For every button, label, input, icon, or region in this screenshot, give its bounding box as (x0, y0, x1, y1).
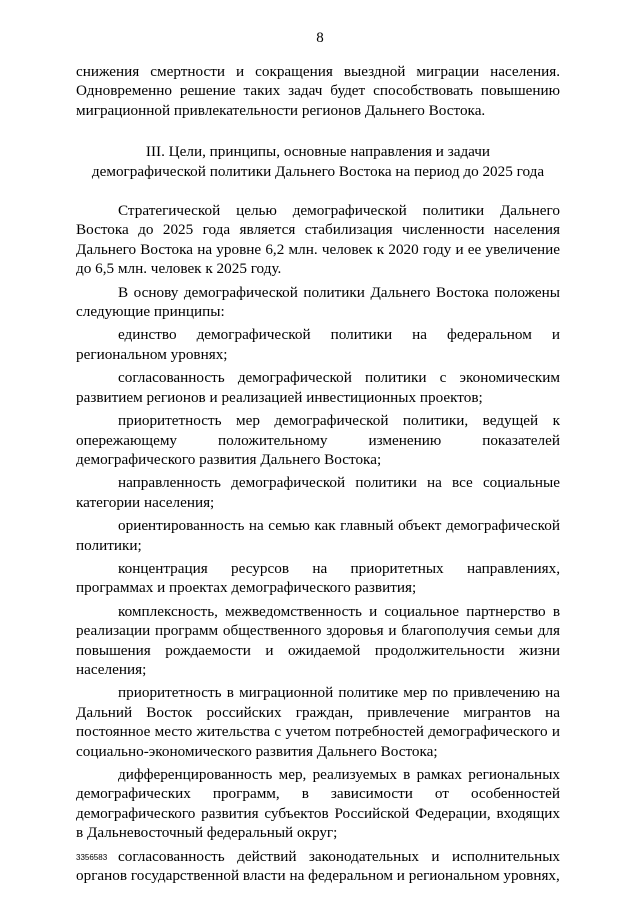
section-heading-line-1: III. Цели, принципы, основные направления и задачи (145, 143, 491, 161)
document-body (76, 62, 560, 885)
principle-item: комплексность, межведомственность и социальное партнерство в реализации программ общественного здоровья и благополучия семьи для повышения рождаемости и ожидаемой продолжительности жизни населения; (76, 602, 560, 678)
principle-item: ориентированность на семью как главный объект демографической политики; (76, 517, 560, 554)
principle-item: приоритетность в миграционной политике мер по привлечению на Дальний Восток российских граждан, привлечение мигрантов на постоянное место жительства с учетом потребностей демографического и социально-экономического развития Дальнего Востока; (76, 684, 560, 760)
principle-item: согласованность демографической политики с экономическим развитием регионов и реализацией инвестиционных проектов; (76, 369, 560, 406)
section-heading (76, 142, 560, 181)
principle-item: единство демографической политики на федеральном и региональном уровнях; (76, 326, 560, 363)
intro-paragraph: снижения смертности и сокращения выездной миграции населения. Одновременно решение таких задач будет способствовать повышению миграционной привлекательности регионов Дальнего Востока. (76, 63, 560, 119)
principles-intro: В основу демографической политики Дальнего Востока положены следующие принципы: (76, 283, 560, 321)
section-heading-line-2: демографической политики Дальнего Востока на период до 2025 года (91, 162, 545, 180)
principle-item: приоритетность мер демографической политики, ведущей к опережающему положительному изменению показателей демографического развития Дальнего Востока; (76, 412, 560, 468)
principle-item: концентрация ресурсов на приоритетных направлениях, программах и проектах демографического развития; (76, 559, 560, 597)
principle-item: согласованность действий законодательных и исполнительных органов государственной власти на федеральном и региональном уровнях, (76, 847, 560, 885)
principle-item: дифференцированность мер, реализуемых в рамках региональных демографических программ, в зависимости от особенностей демографического развития субъектов Российской Федерации, входящих в Дальневосточный федеральный округ; (76, 766, 560, 842)
document-id: 3356583 (76, 853, 108, 862)
principle-item: направленность демографической политики на все социальные категории населения; (76, 474, 560, 511)
page-number: 8 (316, 30, 324, 46)
goal-paragraph: Стратегической целью демографической политики Дальнего Востока до 2025 года является стабилизация численности населения Дальнего Востока на уровне 6,2 млн. человек к 2020 году и ее увеличение до 6,5 млн. человек к 2025 году. (76, 202, 560, 278)
